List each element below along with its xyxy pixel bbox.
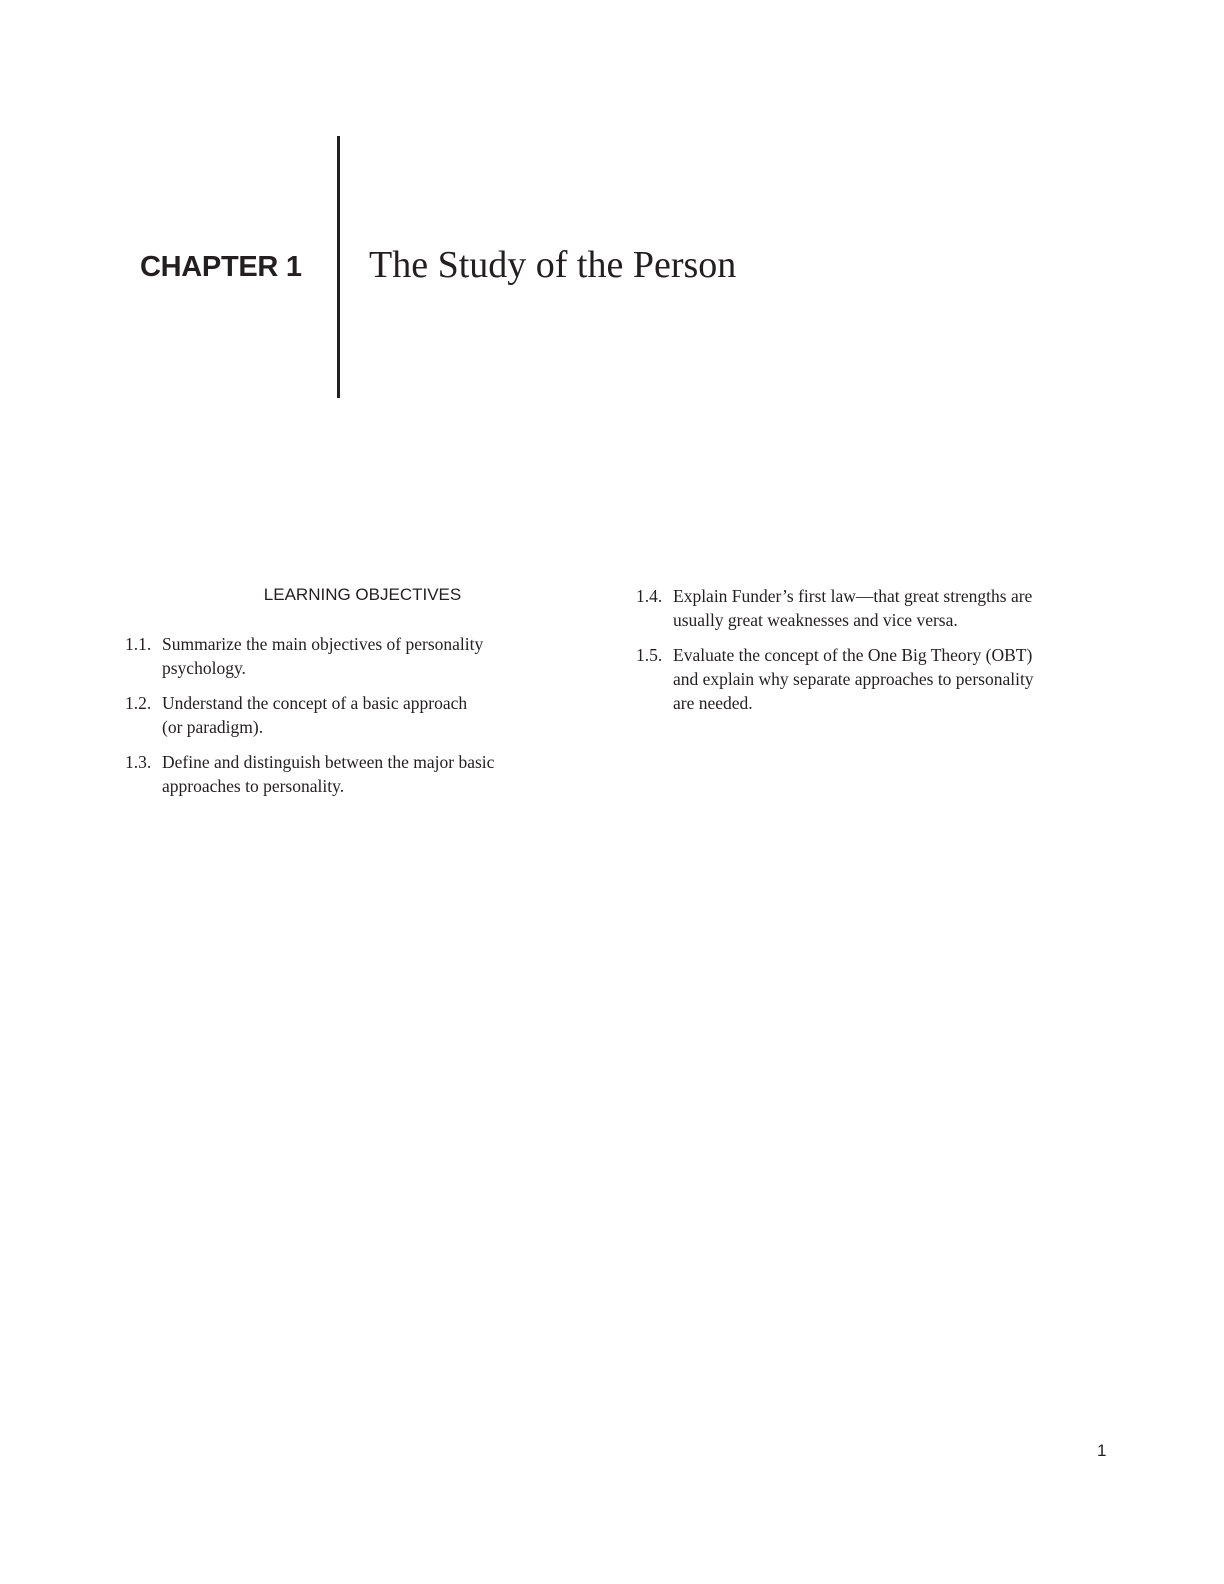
- objective-text-line: usually great weaknesses and vice versa.: [673, 610, 958, 630]
- objective-text-line: Define and distinguish between the major basic: [162, 752, 495, 772]
- chapter-label: CHAPTER 1: [140, 251, 302, 283]
- objective-item: [125, 750, 565, 798]
- objective-text: [162, 691, 565, 739]
- objective-text-line: Evaluate the concept of the One Big Theory (OBT): [673, 645, 1033, 665]
- objective-number: 1.1.: [125, 634, 152, 654]
- objective-text-line: and explain why separate approaches to personality: [673, 669, 1034, 689]
- objective-text: [162, 632, 565, 680]
- objective-item: [125, 632, 565, 680]
- learning-objectives-list-left: [125, 632, 565, 809]
- objective-text: [673, 643, 1106, 715]
- objective-number: 1.3.: [125, 752, 152, 772]
- learning-objectives-heading: LEARNING OBJECTIVES: [263, 585, 462, 604]
- page-number: 1: [1097, 1441, 1107, 1460]
- objective-number: 1.5.: [636, 645, 663, 665]
- learning-objectives-list-right: [636, 584, 1106, 726]
- chapter-title: The Study of the Person: [369, 244, 737, 286]
- objective-text-line: (or paradigm).: [162, 717, 264, 737]
- chapter-divider-rule: [337, 136, 340, 398]
- objective-item: [636, 584, 1106, 632]
- objective-number: 1.2.: [125, 693, 152, 713]
- objective-item: [636, 643, 1106, 715]
- objective-item: [125, 691, 565, 739]
- objective-text-line: are needed.: [673, 693, 753, 713]
- objective-text-line: psychology.: [162, 658, 246, 678]
- objective-number: 1.4.: [636, 586, 663, 606]
- objective-text-line: Explain Funder’s first law—that great strengths are: [673, 586, 1033, 606]
- objective-text: [673, 584, 1106, 632]
- objective-text-line: Summarize the main objectives of personality: [162, 634, 484, 654]
- objective-text-line: Understand the concept of a basic approach: [162, 693, 468, 713]
- objective-text-line: approaches to personality.: [162, 776, 345, 796]
- objective-text: [162, 750, 565, 798]
